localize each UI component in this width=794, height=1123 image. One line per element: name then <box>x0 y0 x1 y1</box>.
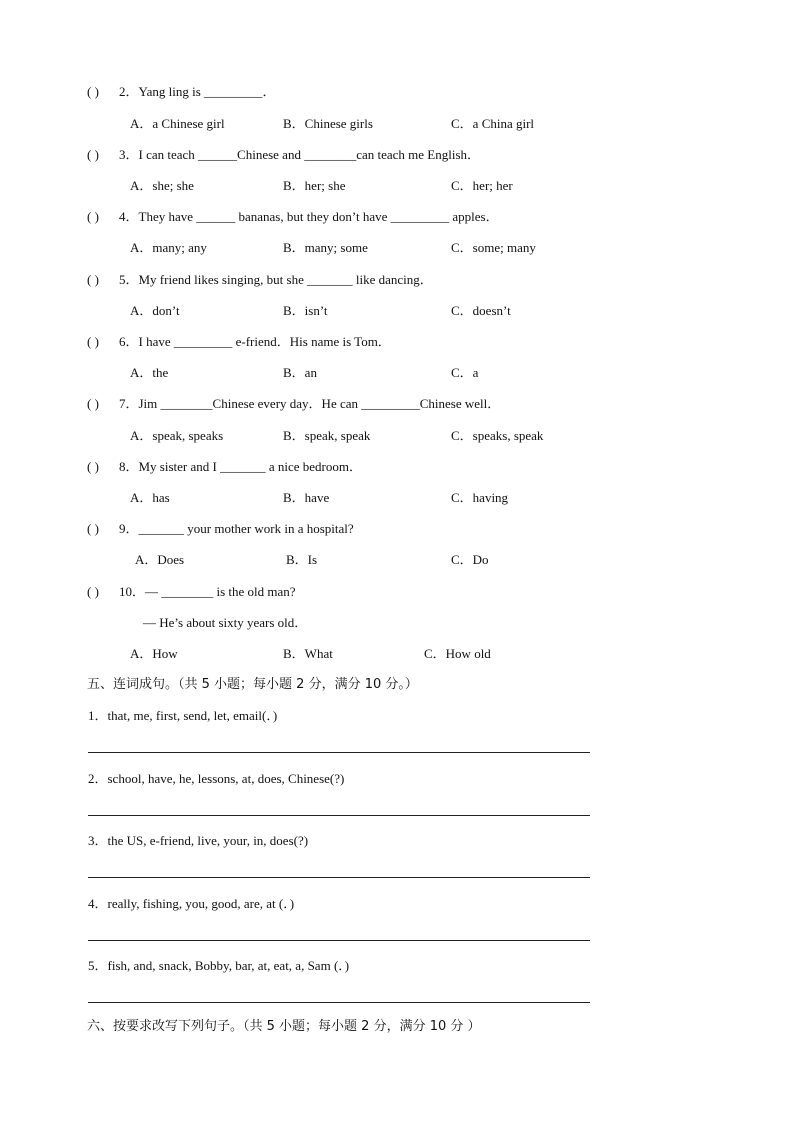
question-stem: 5．My friend likes singing, but she _______ like dancing． <box>119 272 433 287</box>
reorder-item-2: 2．school, have, he, lessons, at, does, Chinese(?) <box>88 771 345 786</box>
option-b: B．What <box>283 646 333 661</box>
answer-line-1[interactable] <box>88 752 590 753</box>
question-stem: 9．_______ your mother work in a hospital? <box>119 521 354 536</box>
option-b: B．Chinese girls <box>283 116 373 131</box>
question-reply: — He’s about sixty years old． <box>143 615 308 630</box>
option-b: B．Is <box>286 552 318 567</box>
option-b: B．her; she <box>283 178 346 193</box>
question-stem: 3．I can teach ______Chinese and ________can teach me English． <box>119 147 481 162</box>
answer-line-2[interactable] <box>88 815 590 816</box>
option-c: C．having <box>451 490 509 505</box>
question-stem: 2．Yang ling is _________． <box>119 84 276 99</box>
option-c: C．How old <box>424 646 491 661</box>
reorder-item-4: 4．really, fishing, you, good, are, at (．) <box>88 896 295 911</box>
option-c: C．a <box>451 365 479 380</box>
option-b: B．have <box>283 490 330 505</box>
answer-parenthesis: ( ) <box>87 334 99 349</box>
answer-parenthesis: ( ) <box>87 209 99 224</box>
answer-parenthesis: ( ) <box>87 272 99 287</box>
option-a: A．don’t <box>130 303 180 318</box>
answer-line-5[interactable] <box>88 1002 590 1003</box>
option-c: C．Do <box>451 552 489 567</box>
option-c: C．some; many <box>451 240 536 255</box>
question-stem: 7．Jim ________Chinese every day．He can _________Chinese well． <box>119 396 501 411</box>
answer-parenthesis: ( ) <box>87 396 99 411</box>
answer-parenthesis: ( ) <box>87 84 99 99</box>
question-stem: 10．— ________ is the old man? <box>119 584 296 599</box>
option-a: A．has <box>130 490 170 505</box>
reorder-item-1: 1．that, me, first, send, let, email(．) <box>88 708 278 723</box>
option-b: B．an <box>283 365 317 380</box>
option-a: A．a Chinese girl <box>130 116 225 131</box>
section-six-title: 六、按要求改写下列句子。（共 5 小题；每小题 2 分，满分 10 分 ） <box>87 1019 481 1034</box>
reorder-item-5: 5．fish, and, snack, Bobby, bar, at, eat, a, Sam (．) <box>88 958 350 973</box>
answer-parenthesis: ( ) <box>87 521 99 536</box>
section-five-title: 五、连词成句。（共 5 小题；每小题 2 分，满分 10 分。） <box>87 677 418 692</box>
answer-line-3[interactable] <box>88 877 590 878</box>
option-b: B．isn’t <box>283 303 328 318</box>
option-a: A．many; any <box>130 240 207 255</box>
answer-line-4[interactable] <box>88 940 590 941</box>
answer-parenthesis: ( ) <box>87 147 99 162</box>
answer-parenthesis: ( ) <box>87 459 99 474</box>
option-a: A．the <box>130 365 169 380</box>
question-stem: 4．They have ______ bananas, but they don’t have _________ apples． <box>119 209 499 224</box>
option-a: A．How <box>130 646 178 661</box>
option-a: A．Does <box>135 552 185 567</box>
option-a: A．she; she <box>130 178 194 193</box>
option-c: C．doesn’t <box>451 303 511 318</box>
option-c: C．her; her <box>451 178 513 193</box>
option-b: B．many; some <box>283 240 368 255</box>
option-a: A．speak, speaks <box>130 428 224 443</box>
question-stem: 8．My sister and I _______ a nice bedroom． <box>119 459 362 474</box>
option-c: C．speaks, speak <box>451 428 544 443</box>
option-c: C．a China girl <box>451 116 535 131</box>
reorder-item-3: 3．the US, e-friend, live, your, in, does(?) <box>88 833 309 848</box>
answer-parenthesis: ( ) <box>87 584 99 599</box>
question-stem: 6．I have _________ e-friend．His name is Tom． <box>119 334 391 349</box>
option-b: B．speak, speak <box>283 428 371 443</box>
